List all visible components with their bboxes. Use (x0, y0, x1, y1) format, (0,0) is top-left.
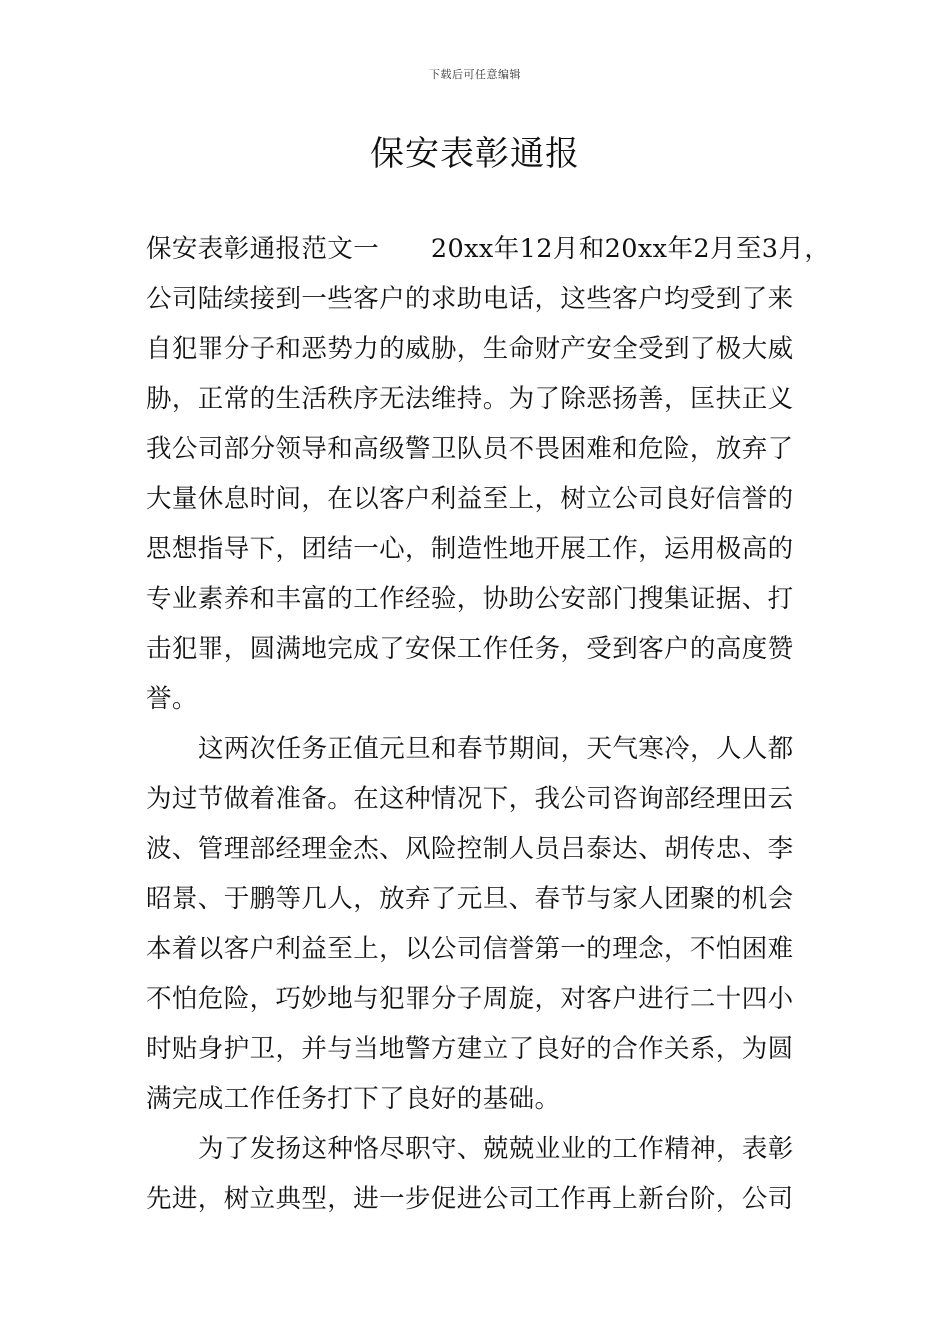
paragraph-line: 我公司部分领导和高级警卫队员不畏困难和危险，放弃了 (146, 434, 794, 464)
paragraph-line: 公司陆续接到一些客户的求助电话，这些客户均受到了来 (146, 284, 794, 314)
paragraph-line: 本着以客户利益至上，以公司信誉第一的理念，不怕困难 (146, 934, 794, 964)
paragraph-line: 自犯罪分子和恶势力的威胁，生命财产安全受到了极大威 (146, 334, 794, 364)
paragraph-line: 击犯罪，圆满地完成了安保工作任务，受到客户的高度赞 (146, 634, 794, 664)
paragraph-line: 波、管理部经理金杰、风险控制人员吕泰达、胡传忠、李 (146, 834, 794, 864)
paragraph-line: 满完成工作任务打下了良好的基础。 (146, 1084, 561, 1114)
paragraph-line: 这两次任务正值元旦和春节期间，天气寒冷，人人都 (198, 734, 794, 764)
paragraph-line: 先进，树立典型，进一步促进公司工作再上新台阶，公司 (146, 1184, 794, 1214)
document-title: 保安表彰通报 (370, 134, 580, 174)
paragraph-line: 昭景、于鹏等几人，放弃了元旦、春节与家人团聚的机会 (146, 884, 794, 914)
paragraph-line: 为过节做着准备。在这种情况下，我公司咨询部经理田云 (146, 784, 794, 814)
header-note: 下载后可任意编辑 (429, 68, 521, 81)
paragraph-line: 胁，正常的生活秩序无法维持。为了除恶扬善，匡扶正义 (146, 384, 794, 414)
paragraph-line: 时贴身护卫，并与当地警方建立了良好的合作关系，为圆 (146, 1034, 794, 1064)
paragraph-line: 思想指导下，团结一心，制造性地开展工作，运用极高的 (146, 534, 794, 564)
body-text (146, 224, 831, 1224)
paragraph-line: 不怕危险，巧妙地与犯罪分子周旋，对客户进行二十四小 (146, 984, 794, 1014)
paragraph-line: 大量休息时间，在以客户利益至上，树立公司良好信誉的 (146, 484, 794, 514)
paragraph-line: 专业素养和丰富的工作经验，协助公安部门搜集证据、打 (146, 584, 794, 614)
paragraph-line: 保安表彰通报范文一 20xx年12月和20xx年2月至3月， (146, 234, 831, 264)
paragraph-line: 为了发扬这种恪尽职守、兢兢业业的工作精神，表彰 (198, 1134, 794, 1164)
paragraph-line: 誉。 (146, 684, 198, 714)
